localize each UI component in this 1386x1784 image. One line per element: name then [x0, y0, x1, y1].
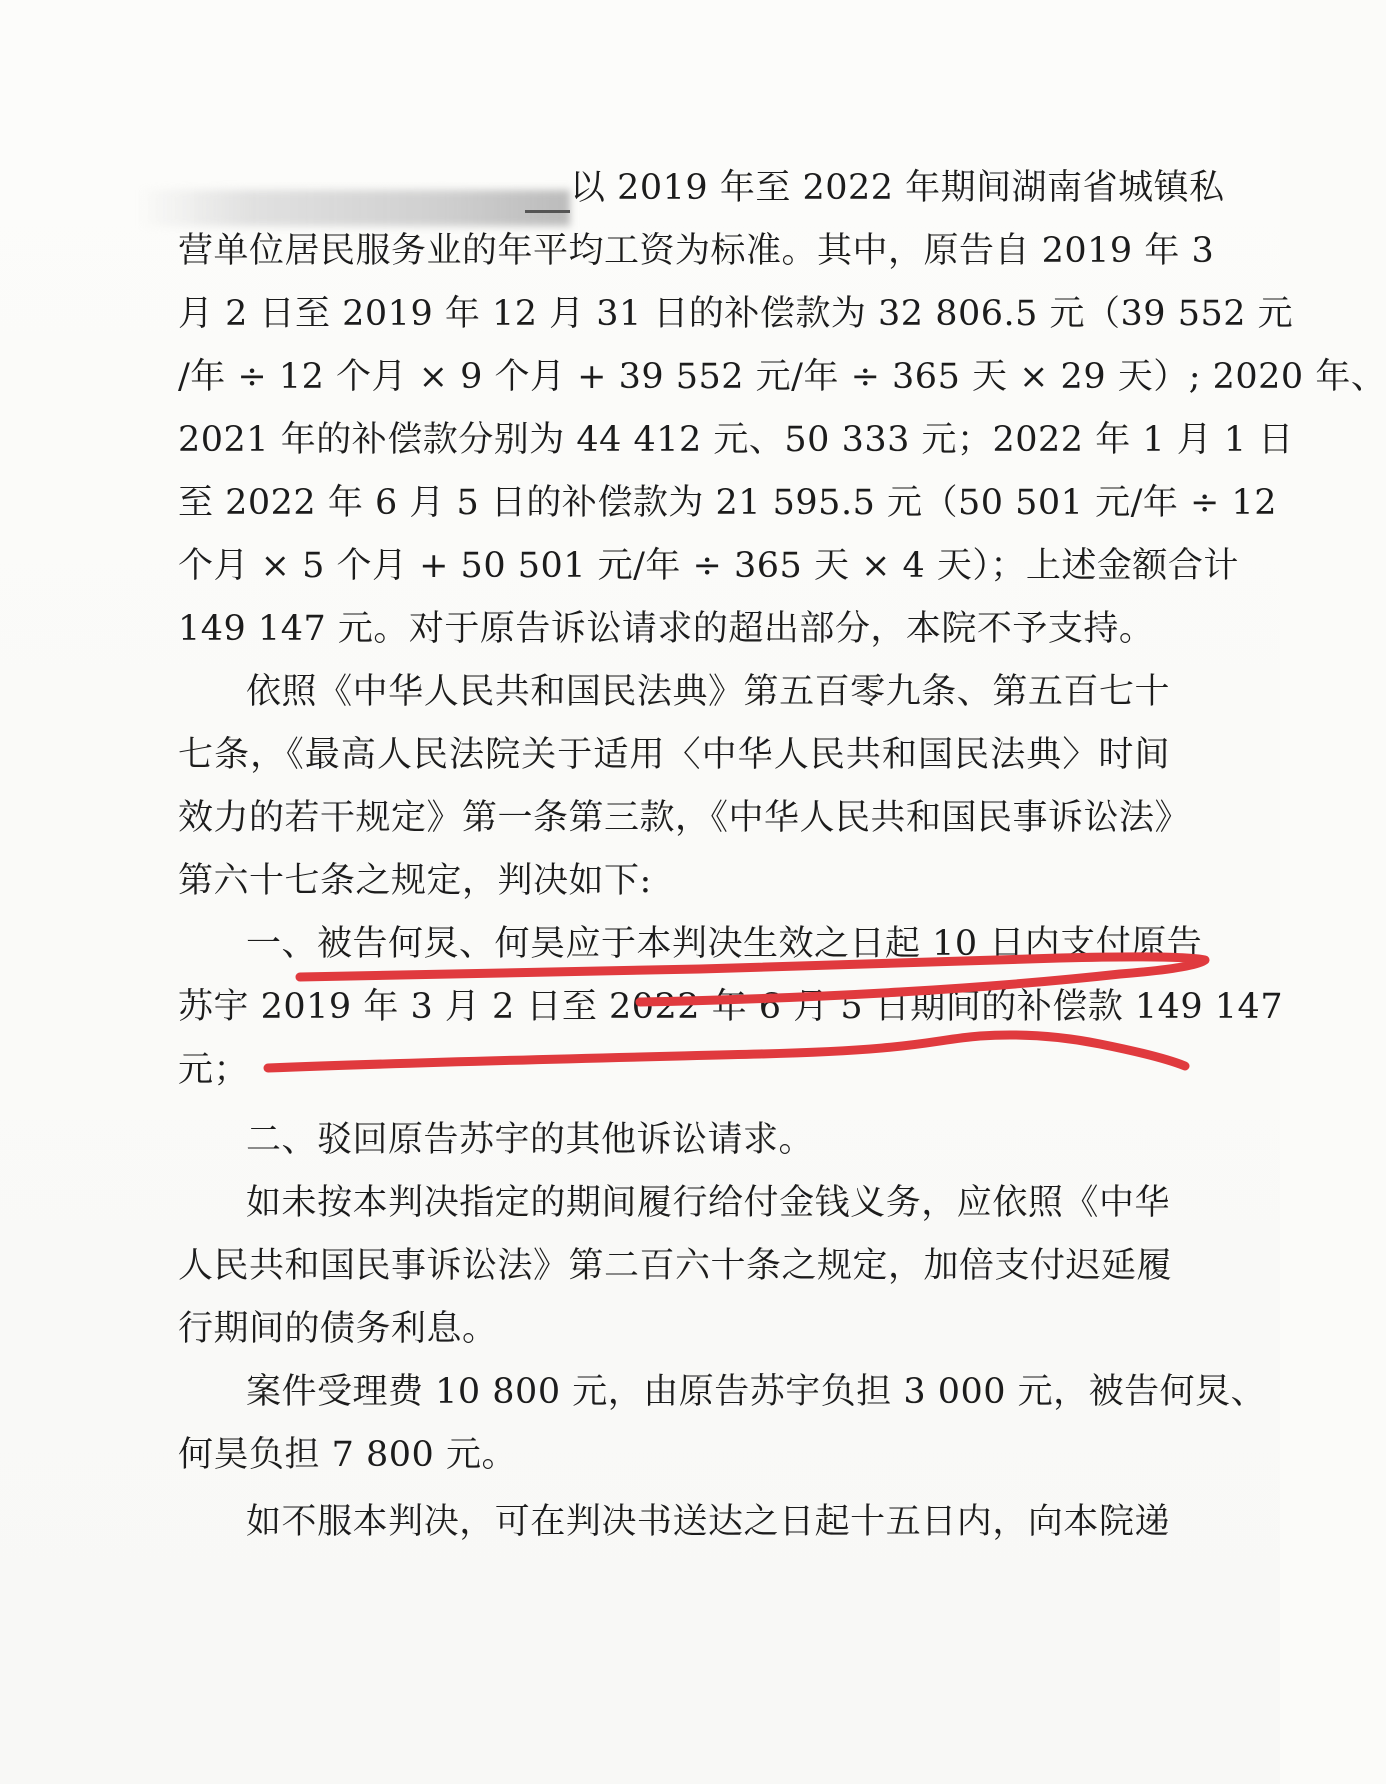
text-line-22: 如不服本判决，可在判决书送达之日起十五日内，向本院递: [246, 1502, 1170, 1542]
text-line-3: 月 2 日至 2019 年 12 月 31 日的补偿款为 32 806.5 元（39 552 元: [178, 294, 1294, 334]
text-line-19: 行期间的债务利息。: [178, 1309, 498, 1349]
text-line-4: /年 ÷ 12 个月 × 9 个月 + 39 552 元/年 ÷ 365 天 × 29 天）; 2020 年、: [178, 357, 1386, 397]
text-line-7: 个月 × 5 个月 + 50 501 元/年 ÷ 365 天 × 4 天）；上述金额合计: [178, 546, 1239, 586]
judgment-item-1-line-1: 一、被告何炅、何昊应于本判决生效之日起 10 日内支付原告: [246, 924, 1203, 964]
red-underline-2: [268, 1035, 1185, 1068]
text-line-6: 至 2022 年 6 月 5 日的补偿款为 21 595.5 元（50 501 元/年 ÷ 12: [178, 483, 1277, 523]
text-line-1: 以 2019 年至 2022 年期间湖南省城镇私: [570, 168, 1225, 208]
text-line-10: 七条，《最高人民法院关于适用〈中华人民共和国民法典〉时间: [178, 735, 1170, 775]
text-line-9: 依照《中华人民共和国民法典》第五百零九条、第五百七十: [246, 672, 1170, 712]
text-line-2: 营单位居民服务业的年平均工资为标准。其中，原告自 2019 年 3: [178, 231, 1215, 271]
judgment-item-1-line-2: 苏宇 2019 年 3 月 2 日至 2022 年 6 月 5 日期间的补偿款 149 147: [178, 987, 1284, 1027]
text-line-17: 如未按本判决指定的期间履行给付金钱义务，应依照《中华: [246, 1183, 1170, 1223]
red-underline-1: [300, 957, 1205, 1002]
text-line-8: 149 147 元。对于原告诉讼请求的超出部分，本院不予支持。: [178, 609, 1155, 649]
text-line-18: 人民共和国民事诉讼法》第二百六十条之规定，加倍支付迟延履: [178, 1246, 1173, 1286]
judgment-item-2: 二、驳回原告苏宇的其他诉讼请求。: [246, 1120, 815, 1160]
text-line-12: 第六十七条之规定，判决如下:: [178, 861, 652, 901]
text-line-5: 2021 年的补偿款分别为 44 412 元、50 333 元；2022 年 1 月 1 日: [178, 420, 1294, 460]
text-line-21: 何昊负担 7 800 元。: [178, 1435, 517, 1475]
text-line-11: 效力的若干规定》第一条第三款，《中华人民共和国民事诉讼法》: [178, 798, 1191, 838]
judgment-item-1-line-3: 元；: [178, 1050, 250, 1090]
text-line-20: 案件受理费 10 800 元，由原告苏宇负担 3 000 元，被告何炅、: [246, 1372, 1267, 1412]
